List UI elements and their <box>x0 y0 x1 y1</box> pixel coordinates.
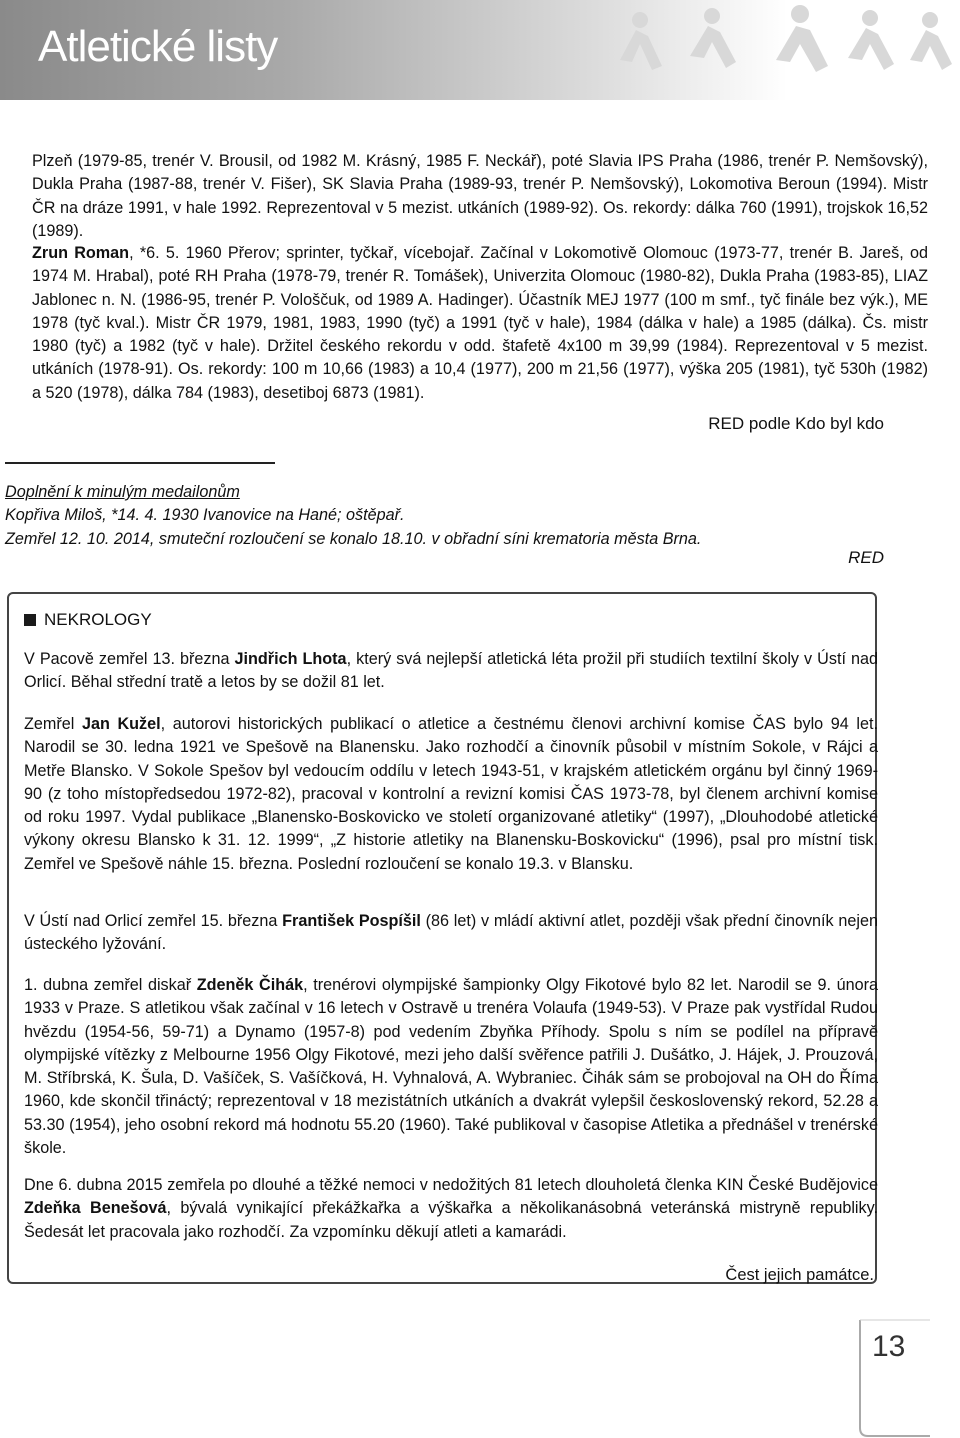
text: Zemřel <box>24 715 82 733</box>
closing-line: Čest jejich památce. <box>725 1266 874 1284</box>
person-name: František Pospíšil <box>282 912 421 930</box>
text: , který svá nejlepší atletická léta prožil při studiích textilní školy v Ústí nad Orlicí. Běhal střední tratě a letos by se dožil 81 let. <box>24 650 878 692</box>
obituary-pospisil <box>24 910 878 957</box>
page-number: 13 <box>872 1330 906 1363</box>
athletes-silhouette-icon <box>600 0 960 100</box>
intro-paragraph: Plzeň (1979-85, trenér V. Brousil, od 1982 M. Krásný, 1985 F. Neckář), poté Slavia IPS Praha (1986, trenér P. Nemšovský), Dukla Praha (1987-88, trenér V. Fišer), SK Slavia Praha (1989-93, trenér P. Nemšovský), Lokomotiva Beroun (1994). Mistr ČR na dráze 1991, v hale 1992. Reprezentoval v 5 mezist. utkáních (1989-92). Os. rekordy: dálka 760 (1991), trojskok 16,52 (1989). <box>32 152 928 240</box>
obituary-lhota <box>24 648 878 695</box>
doplneni-line-2: Zemřel 12. 10. 2014, smuteční rozloučení se konalo 18.10. v obřadní síni krematoria města Brna. <box>5 529 702 548</box>
text: , trenérovi olympijské šampionky Olgy Fikotové bylo 82 let. Narodil se 9. února 1933 v Praze. S atletikou však začínal v 16 letech v Ostravě u trenéra Volaufa (1949-53). V Praze pak vystřídal Rudou hvězdu (1954-56, 59-71) a Dynamo (1957-8) pod vedením Zbyňka Příhody. Spolu s ním se podílel na přípravě olympijské vítězky z Melbourne 1956 Olgy Fikotové, mezi jeho další svěřence patřili J. Dušátko, J. Hájek, J. Prouzová, M. Stříbrská, K. Šula, D. Vašíček, S. Vašíčková, H. Vyhnalová, A. Wybraniec. Čihák sám se probojoval na OH do Říma 1960, kde skončil třináctý; reprezentoval v 18 mezistátních utkáních a dvakrát vylepšil československý rekord, 52.28 a 53.30 (1954), jeho osobní rekord má hodnotu 55.20 (1960). Také publikoval v časopise Atletika a přednášel v trenérské škole. <box>24 976 878 1158</box>
person-name: Jan Kužel <box>81 715 161 733</box>
text: Dne 6. dubna 2015 zemřela po dlouhé a těžké nemoci v nedožitých 81 letech dlouholetá členka KIN České Budějovice <box>24 1176 878 1194</box>
square-bullet-icon <box>24 614 36 626</box>
page-title: Atletické listy <box>38 22 278 71</box>
section-divider <box>5 462 275 464</box>
zrun-paragraph <box>32 242 928 405</box>
doplneni-signature: RED <box>848 548 884 567</box>
doplneni-heading: Doplnění k minulým medailonům <box>5 483 240 501</box>
nekrology-title: NEKROLOGY <box>44 610 152 629</box>
obituary-benesova <box>24 1174 878 1244</box>
text: V Ústí nad Orlicí zemřel 15. března <box>24 912 283 930</box>
obituary-kuzel <box>24 713 878 876</box>
text: V Pacově zemřel 13. března <box>24 650 235 668</box>
text: (86 let) v mládí aktivní atlet, později však přední činovník nejen ústeckého lyžování. <box>24 912 878 954</box>
zrun-text: , *6. 5. 1960 Přerov; sprinter, tyčkař, vícebojař. Začínal v Lokomotivě Olomouc (1973-77, trenér B. Jareš, od 1974 M. Hrabal), poté RH Praha (1978-79, trenér R. Tomášek), Univerzita Olomouc (1980-82), Dukla Praha (1983-85), LIAZ Jablonec n. N. (1986-95, trenér P. Vološčuk, od 1989 A. Hadinger). Účastník MEJ 1977 (100 m smf., tyč finále bez výk.), ME 1978 (tyč kval.). Mistr ČR 1979, 1981, 1983, 1990 (tyč) a 1991 (tyč v hale), 1984 (dálka v hale) a 1985 (dálka). Čs. mistr 1980 (tyč) a 1982 (tyč v hale). Držitel českého rekordu v odd. štafetě 4x100 m 39,99 (1984). Reprezentoval v 5 mezist. utkáních (1978-91). Os. rekordy: 100 m 10,66 (1983) a 10,4 (1977), 200 m 21,56 (1977), výška 205 (1981), tyč 530h (1982) a 520 (1978), dálka 784 (1983), desetiboj 6873 (1981). <box>32 244 928 402</box>
obituary-cihak <box>24 974 878 1160</box>
doplneni-block <box>5 481 701 551</box>
person-name: Jindřich Lhota <box>234 650 347 668</box>
signature-red-kdo-byl-kdo: RED podle Kdo byl kdo <box>708 414 884 433</box>
person-name: Zrun Roman <box>32 244 130 262</box>
text: , autorovi historických publikací o atletice a čestnému členovi archivní komise ČAS bylo 94 let. Narodil se 30. ledna 1921 ve Spešově na Blanensku. Jako rozhodčí a činovník působil v místním Sokole, v Rájci a Metře Blansko. V Sokole Spešov byl vedoucím oddílu v letech 1943-51, v krajském atletickém orgánu byl činný 1969-90 (z toho místopředsedou 1972-82), pracoval v kontrolní a revizní komisi ČAS 1973-78, byl členem archivní komise od roku 1997. Vydal publikace „Blanensko-Boskovicko ve století organizované atletiky“ (1997), „Dlouhodobé atletické výkony okresu Blansko k 31. 12. 1999“, „Z historie atletiky na Blanensku-Boskovicku“ (1996), psal pro místní tisk. Zemřel ve Spešově náhle 15. března. Poslední rozloučení se konalo 19.3. v Blansku. <box>24 715 878 873</box>
doplneni-line-1: Kopřiva Miloš, *14. 4. 1930 Ivanovice na Hané; oštěpař. <box>5 506 405 525</box>
person-name: Zdeňka Benešová <box>24 1199 167 1218</box>
text: 1. dubna zemřel diskař <box>24 976 197 994</box>
text: , bývalá vynikající překážkařka a výškařka a několikanásobná veteránská mistryně republiky. Šedesát let pracovala jako rozhodčí. Za vzpomínku děkují atleti a kamarádi. <box>24 1199 879 1241</box>
person-name: Zdeněk Čihák <box>196 976 304 994</box>
nekrology-heading <box>24 610 152 630</box>
